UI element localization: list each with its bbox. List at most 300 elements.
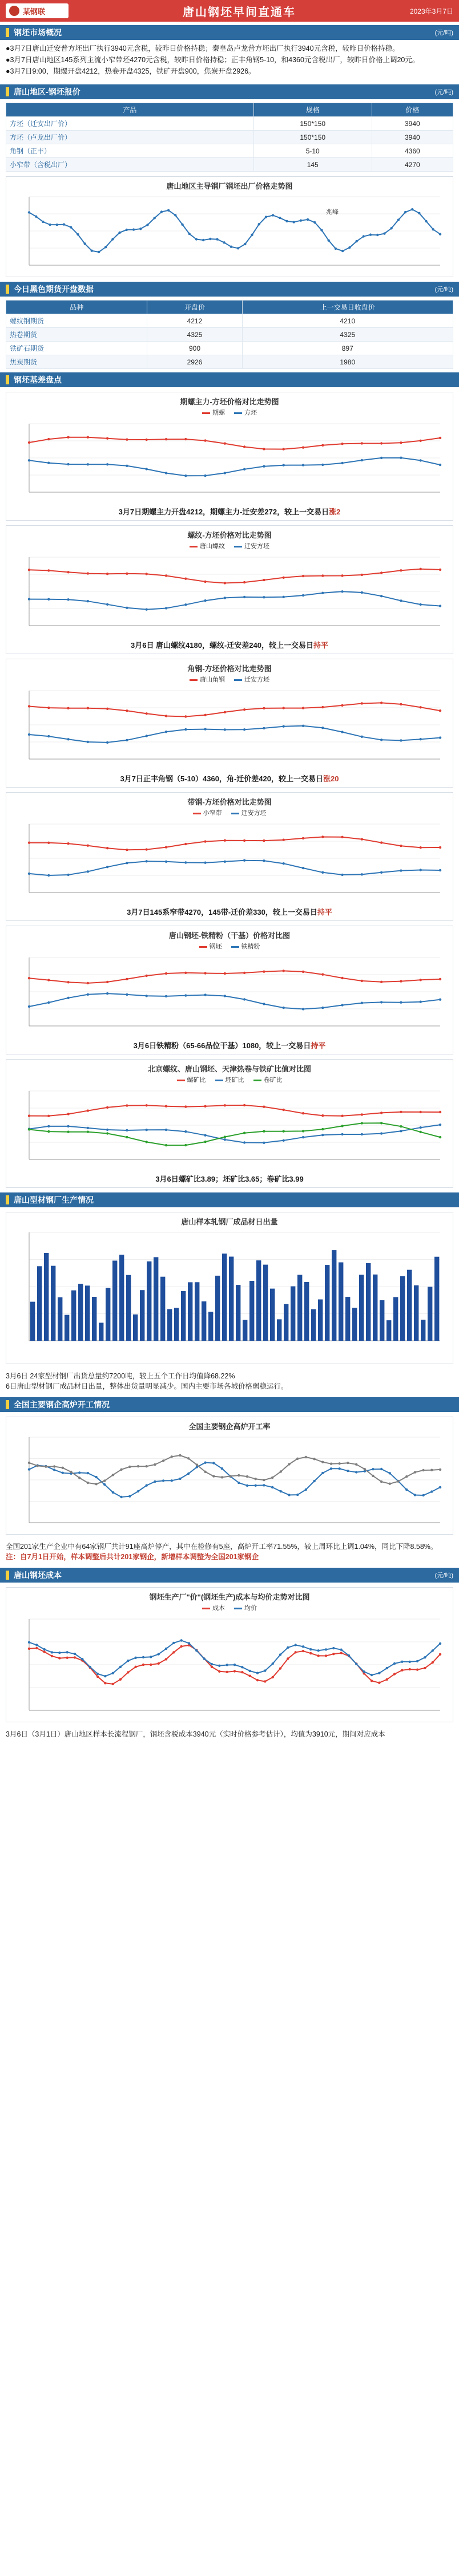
series-line-point <box>263 596 265 598</box>
series-line-point <box>67 1125 69 1127</box>
series-line-point <box>224 1138 226 1141</box>
series-line-point <box>28 733 30 736</box>
blast-series-a-point <box>405 1488 408 1491</box>
legend-label: 迁安方坯 <box>244 676 269 683</box>
cost-series-point <box>332 1653 335 1655</box>
table-header: 上一交易日收盘价 <box>242 301 453 314</box>
series-line-point <box>243 581 245 583</box>
avg-series-point <box>158 1653 160 1655</box>
series-line-point <box>47 1115 50 1117</box>
blast-series-a-point <box>112 1491 114 1494</box>
table-cell: 4210 <box>242 314 453 328</box>
series-line-point <box>165 972 167 975</box>
caption-text: 3月6日铁精粉（65-66品位干基）1080，较上一交易日 <box>133 1041 311 1050</box>
blast-series-a-point <box>28 1468 30 1470</box>
series-line-point <box>87 600 89 602</box>
section-futures-header <box>0 282 459 297</box>
blast-series-b-point <box>95 1483 97 1485</box>
price-series-point <box>390 227 392 229</box>
series-line-point <box>126 573 128 575</box>
series-line-point <box>439 569 441 571</box>
avg-series-point <box>393 1662 396 1665</box>
cost-series-point <box>51 1655 53 1657</box>
price-series-point <box>418 212 420 214</box>
series-line-point <box>361 459 363 461</box>
chart-caption <box>6 1171 453 1187</box>
series-line-point <box>243 728 245 731</box>
capacity-bar <box>195 1282 199 1341</box>
avg-series-point <box>249 1670 251 1672</box>
table-cell: 方坯（卢龙出厂价） <box>6 131 254 144</box>
series-line-point <box>380 981 382 983</box>
cost-series-point <box>416 1669 418 1671</box>
section-capacity-header <box>0 1192 459 1207</box>
avg-series-point <box>295 1644 297 1646</box>
section-marker-icon <box>6 28 9 37</box>
avg-series-point <box>203 1657 206 1660</box>
series-line-point <box>243 972 245 974</box>
capacity-bar <box>400 1276 405 1341</box>
blast-series-a-point <box>380 1468 382 1470</box>
legend-label: 钢坯 <box>209 943 222 950</box>
series-line <box>29 861 440 875</box>
legend-swatch-icon <box>202 1608 210 1609</box>
series-line-point <box>126 607 128 609</box>
series-line-point <box>321 1007 324 1009</box>
price-series-point <box>432 228 434 230</box>
cost-series-point <box>172 1651 175 1653</box>
series-line-point <box>106 1132 108 1134</box>
avg-series-point <box>439 1642 441 1645</box>
series-line-point <box>400 703 402 705</box>
blast-series-a-point <box>103 1483 106 1486</box>
series-line-point <box>321 444 324 447</box>
series-line-point <box>439 978 441 980</box>
series-line-point <box>47 1001 50 1004</box>
avg-series-point <box>371 1674 373 1676</box>
avg-series-point <box>332 1647 335 1649</box>
series-line-point <box>243 998 245 1000</box>
chart-legend <box>6 675 453 684</box>
price-series-point <box>63 223 65 225</box>
price-series-point <box>202 239 204 241</box>
avg-series-point <box>195 1649 198 1652</box>
legend-item <box>234 1603 257 1612</box>
series-line-point <box>400 980 402 982</box>
series-line-point <box>87 436 89 439</box>
series-line-point <box>400 569 402 571</box>
series-line-point <box>420 1131 422 1133</box>
cost-series-point <box>302 1650 304 1652</box>
blast-series-b-point <box>154 1463 156 1466</box>
avg-series-point <box>35 1644 38 1646</box>
capacity-bar <box>37 1266 42 1341</box>
price-series-point <box>411 208 413 210</box>
legend-item <box>215 1075 244 1084</box>
series-line-point <box>380 841 382 843</box>
series-line-point <box>224 728 226 731</box>
chart-title: 角钢-方坯价格对比走势图 <box>187 664 272 673</box>
blast-series-a-point <box>179 1478 181 1480</box>
blast-series-a-point <box>280 1490 282 1492</box>
series-line-point <box>243 708 245 711</box>
price-series-point <box>181 224 183 226</box>
legend-swatch-icon <box>231 946 239 948</box>
blast-series-b-point <box>62 1467 64 1469</box>
price-series-point <box>111 238 114 240</box>
price-series-point <box>293 221 295 223</box>
chart-legend <box>6 942 453 951</box>
series-line-point <box>184 843 187 845</box>
series-line-point <box>87 463 89 465</box>
series-line-point <box>28 598 30 600</box>
series-line-point <box>263 465 265 468</box>
price-series-point <box>404 211 406 213</box>
series-line-point <box>146 735 148 737</box>
series-line-point <box>87 1127 89 1129</box>
price-series-point <box>300 220 302 222</box>
table-cell: 2926 <box>147 355 242 369</box>
cost-series-point <box>279 1667 281 1669</box>
blast-series-b-point <box>430 1469 433 1471</box>
capacity-bar <box>236 1285 240 1341</box>
legend-label: 期螺 <box>212 409 225 416</box>
series-line-point <box>380 442 382 444</box>
series-line-point <box>283 1007 285 1009</box>
series-line-point <box>67 981 69 983</box>
blast-series-b-point <box>296 1458 299 1460</box>
table-cell: 铁矿石期货 <box>6 342 147 355</box>
section-title: 唐山地区-钢坯报价 <box>14 87 80 96</box>
blast-series-b-point <box>355 1463 357 1466</box>
series-line-point <box>106 573 108 575</box>
series-line-point <box>224 1135 226 1138</box>
blast-series-a-point <box>339 1467 341 1470</box>
series-line-point <box>224 972 226 975</box>
capacity-bar <box>167 1309 172 1341</box>
series-line-point <box>321 871 324 874</box>
chart-legend <box>6 808 453 817</box>
legend-swatch-icon <box>190 546 198 547</box>
capacity-bar <box>407 1270 412 1341</box>
series-line-point <box>400 845 402 847</box>
series-line-point <box>184 474 187 477</box>
price-series-point <box>146 224 148 226</box>
series-line-point <box>28 1005 30 1008</box>
avg-series-point <box>256 1672 259 1674</box>
series-line-point <box>67 707 69 709</box>
series-line-point <box>400 1001 402 1004</box>
table-cell: 焦炭期货 <box>6 355 147 369</box>
chart-caption <box>6 904 453 920</box>
series-line-point <box>263 1142 265 1144</box>
cost-series-point <box>386 1678 388 1681</box>
series-line-point <box>87 845 89 847</box>
table-row <box>6 117 453 131</box>
price-series-point <box>83 242 86 245</box>
series-line-point <box>204 972 206 974</box>
series-line-point <box>146 712 148 715</box>
note-line-highlight: 注：自7月1日开始，样本调整后共计201家钢企，新增样本调整为全国201家钢企 <box>6 1553 259 1561</box>
series-line-point <box>380 701 382 704</box>
cost-series-point <box>112 1683 114 1685</box>
blast-series-b-point <box>364 1468 366 1470</box>
price-series-point <box>313 221 316 224</box>
series-line-point <box>283 448 285 450</box>
blast-series-b-point <box>330 1463 332 1465</box>
capacity-bar <box>339 1263 343 1341</box>
capacity-bar <box>263 1265 268 1341</box>
series-line-point <box>47 735 50 737</box>
capacity-bar <box>332 1250 336 1341</box>
avg-series-point <box>74 1653 76 1655</box>
table-header: 价格 <box>372 103 453 117</box>
series-line-point <box>400 739 402 741</box>
avg-series-point <box>112 1672 114 1674</box>
capacity-bar <box>44 1253 49 1341</box>
price-series-point <box>28 211 30 213</box>
cost-series-point <box>378 1682 380 1684</box>
series-line-point <box>28 459 30 461</box>
capacity-bar <box>428 1287 432 1341</box>
series-line-point <box>341 874 343 876</box>
capacity-bar <box>112 1261 117 1341</box>
series-line-point <box>204 474 206 477</box>
series-line-point <box>341 443 343 445</box>
capacity-bar <box>325 1265 329 1341</box>
capacity-bar <box>311 1309 316 1341</box>
legend-label: 铁精粉 <box>241 943 260 950</box>
price-series-point <box>209 238 211 240</box>
avg-series-point <box>89 1666 91 1668</box>
capacity-bar <box>160 1277 165 1341</box>
cost-series-point <box>119 1678 122 1681</box>
series-line-point <box>302 971 304 973</box>
legend-item <box>234 408 257 417</box>
series-line-point <box>47 979 50 981</box>
series-line-point <box>126 465 128 467</box>
series-line-point <box>420 459 422 461</box>
series-line-point <box>184 715 187 717</box>
blast-series-b-point <box>339 1462 341 1465</box>
capacity-bar <box>99 1323 103 1341</box>
blast-series-b-point <box>389 1483 391 1485</box>
avg-series-point <box>135 1657 137 1659</box>
series-line-point <box>126 993 128 996</box>
cost-series-point <box>401 1669 403 1672</box>
series-line-point <box>204 840 206 842</box>
capacity-bar <box>434 1257 439 1341</box>
series-line-point <box>106 847 108 849</box>
capacity-bar <box>119 1255 124 1341</box>
cost-series-point <box>96 1676 99 1678</box>
basis-chart-svg <box>6 551 453 637</box>
avg-series-point <box>279 1653 281 1656</box>
avg-series-point <box>401 1661 403 1663</box>
series-line <box>29 569 440 583</box>
capacity-bar <box>304 1282 309 1341</box>
series-line-point <box>126 739 128 741</box>
chart-title: 钢坯生产厂"价"(钢坯生产)成本与均价走势对比图 <box>149 1593 310 1601</box>
blast-series-a-point <box>87 1472 89 1474</box>
legend-item <box>199 942 222 951</box>
series-line <box>29 971 440 983</box>
series-line-point <box>400 1130 402 1132</box>
series-line-point <box>283 839 285 841</box>
blast-series-b-point <box>70 1471 72 1473</box>
series-line-point <box>47 842 50 844</box>
avg-series-point <box>58 1652 61 1654</box>
series-line-point <box>361 1133 363 1135</box>
legend-swatch-icon <box>193 813 201 814</box>
series-line-point <box>184 603 187 606</box>
legend-item <box>231 808 267 817</box>
series-line-point <box>184 1144 187 1146</box>
basis-chart <box>6 659 453 788</box>
price-series-point <box>272 214 274 216</box>
price-series-point <box>188 233 191 235</box>
series-line-point <box>184 438 187 440</box>
caption-text: 3月7日正丰角钢（5-10）4360，角-迁价差420，较上一交易日 <box>120 774 323 783</box>
series-line-point <box>400 1111 402 1113</box>
section-unit: (元/吨) <box>434 286 453 293</box>
capacity-bar <box>229 1257 233 1341</box>
series-line-point <box>224 597 226 599</box>
blast-series-b-point <box>280 1470 282 1472</box>
series-line-point <box>361 838 363 840</box>
blast-series-a-point <box>212 1462 215 1464</box>
series-line-point <box>361 442 363 444</box>
price-series-point <box>70 226 72 228</box>
series-line-point <box>302 707 304 709</box>
series-line-point <box>263 707 265 709</box>
blast-series-a-point <box>53 1468 55 1471</box>
series-line-point <box>204 581 206 583</box>
series-line-point <box>146 1104 148 1106</box>
capacity-bar <box>256 1260 261 1341</box>
legend-swatch-icon <box>199 946 207 948</box>
price-series-point <box>49 224 51 226</box>
series-line-point <box>302 575 304 577</box>
series-line-point <box>47 569 50 571</box>
series-line-point <box>321 464 324 466</box>
capacity-bar <box>78 1284 83 1341</box>
basis-chart <box>6 1059 453 1188</box>
chart-title: 北京螺纹、唐山钢坯、天津热卷与铁矿比值对比图 <box>147 1065 311 1073</box>
series-line-point <box>263 448 265 450</box>
table-cell: 4360 <box>372 144 453 158</box>
series-line-point <box>87 707 89 709</box>
legend-item <box>193 808 222 817</box>
price-series-point <box>307 218 309 221</box>
series-line-point <box>224 861 226 863</box>
section-title: 唐山钢坯成本 <box>14 1571 62 1580</box>
series-line-point <box>341 574 343 577</box>
cost-series-point <box>180 1645 183 1648</box>
series-line-point <box>361 1122 363 1124</box>
series-line-point <box>165 438 167 440</box>
series-line-point <box>204 599 206 602</box>
legend-swatch-icon <box>215 1080 223 1081</box>
cost-series-point <box>241 1671 243 1673</box>
series-line-point <box>184 1130 187 1133</box>
section-title: 全国主要钢企高炉开工情况 <box>14 1400 110 1409</box>
blast-series-b-point <box>120 1468 122 1471</box>
series-line-point <box>146 468 148 470</box>
caption-text: 3月7日期螺主力开盘4212，期螺主力-迁安差272，较上一交易日 <box>118 508 329 516</box>
legend-swatch-icon <box>234 679 242 681</box>
table-cell: 3940 <box>372 117 453 131</box>
table-cell: 900 <box>147 342 242 355</box>
blast-series-a-point <box>330 1467 332 1470</box>
table-row <box>6 328 453 342</box>
series-line-point <box>341 462 343 464</box>
section-title: 今日黑色期货开盘数据 <box>14 285 94 294</box>
capacity-bar <box>30 1302 35 1341</box>
capacity-bar <box>284 1304 288 1341</box>
legend-item <box>190 675 225 684</box>
series-line-point <box>165 1105 167 1108</box>
series-line-point <box>106 741 108 744</box>
blast-series-a-point <box>439 1486 441 1488</box>
price-series-point <box>132 228 135 230</box>
section-unit: (元/吨) <box>434 89 453 96</box>
legend-swatch-icon <box>190 679 198 681</box>
legend-label: 成本 <box>212 1605 225 1612</box>
cost-series-point <box>142 1664 144 1666</box>
legend-item <box>190 541 225 550</box>
table-cell: 150*150 <box>253 131 372 144</box>
capacity-bar <box>85 1285 90 1341</box>
table-row <box>6 131 453 144</box>
series-line-point <box>263 971 265 973</box>
blast-note <box>0 1539 459 1564</box>
blast-series-a-point <box>430 1490 433 1492</box>
series-line-point <box>420 603 422 606</box>
quote-table <box>6 103 453 172</box>
blast-series-a-point <box>95 1476 97 1478</box>
blast-series-b-point <box>255 1478 257 1480</box>
series-line-point <box>361 591 363 594</box>
capacity-bar <box>51 1266 55 1341</box>
capacity-bar <box>297 1275 302 1341</box>
price-series-point <box>230 246 232 248</box>
legend-item <box>202 1603 225 1612</box>
series-line-point <box>28 705 30 707</box>
capacity-bar <box>318 1300 323 1341</box>
cost-series-point <box>256 1679 259 1681</box>
avg-series-point <box>416 1660 418 1662</box>
table-cell: 角钢（正丰） <box>6 144 254 158</box>
capacity-bar <box>174 1308 179 1341</box>
series-line-point <box>165 715 167 717</box>
series-line-point <box>47 1130 50 1133</box>
note-line: 6日唐山型材钢厂成品材日出量，整体出货量明显减少。国内主要市场各城价格弱稳运行。 <box>6 1382 288 1390</box>
cost-series-point <box>135 1666 137 1668</box>
series-line-point <box>321 592 324 594</box>
blast-series-b-point <box>422 1469 424 1471</box>
capacity-bar <box>386 1320 391 1341</box>
basis-charts <box>0 392 459 1188</box>
chart-title: 唐山钢坯-铁精粉（干基）价格对比图 <box>168 931 291 940</box>
avg-series-point <box>96 1673 99 1675</box>
series-line-point <box>439 709 441 712</box>
avg-series-point <box>432 1649 434 1652</box>
basis-chart-svg <box>6 418 453 504</box>
series-line-point <box>380 571 382 574</box>
basis-chart <box>6 926 453 1054</box>
cost-series-point <box>393 1673 396 1675</box>
